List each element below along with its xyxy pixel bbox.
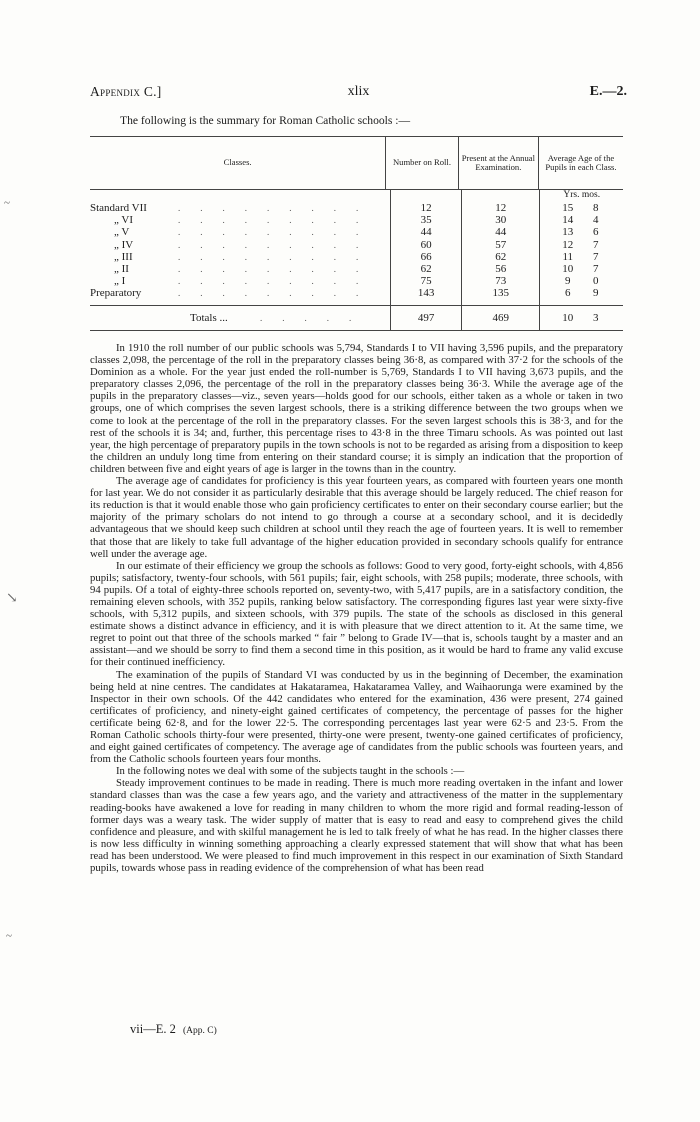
row-label: „ V: [114, 226, 130, 239]
paragraph: In 1910 the roll number of our public schools was 5,794, Standards I to VII having 3,596 pupils, and the preparatory classes 2,098, the percentage of the roll in the preparatory classes being 36·8, as compared with 37·2 for the schools of the Dominion as a whole. For the year just ended the roll-number is 5,769, Standards I to VII having 3,673 pupils, and the preparatory classes 2,096, the percentage of the roll in the preparatory classes being 36·3. While the average age of the pupils in the preparatory classes—viz., seven years—holds good for our schools, either taken as a whole or taken in two groups, one of which comprises the seven largest schools, there is a striking difference between the two groups when we come to look at the percentage of the roll in the preparatory classes. For the seven largest schools this is 38·3, and for the rest of the schools it is 34; and, further, this percentage rises to 43·8 in the three Timaru schools. As was pointed out last year, the high percentage of preparatory pupils in the town schools is not to be regarded as arising from a disposition to keep the children an unduly long time from entering on their standard course; it is simply an indication that the proportion of children between five and eight years of age is larger in the towns than in the country.: [90, 342, 623, 475]
table-row: Preparatory ......... 143 135 6 9: [90, 287, 623, 299]
signature-small: (App. C): [182, 1026, 217, 1036]
row-present: 73: [461, 275, 540, 287]
row-mos: 9: [592, 287, 599, 300]
row-label: Standard VII: [90, 202, 147, 214]
report-body: [90, 342, 623, 874]
row-label: „ VI: [114, 214, 134, 227]
totals-roll: 497: [390, 306, 461, 330]
row-present: 62: [461, 251, 540, 263]
row-yrs: 6: [564, 287, 571, 300]
margin-arrow-icon: ↘: [6, 591, 18, 606]
table-header: [90, 137, 623, 190]
row-yrs: 15: [562, 202, 574, 214]
row-label: „ III: [114, 250, 133, 263]
signature-main: vii—E. 2: [130, 1022, 176, 1036]
row-mos: 8: [592, 202, 599, 214]
paragraph: Steady improvement continues to be made in reading. There is much more reading overtaken in the infant and lower standard classes than was the case a few years ago, and the variety and attractiveness of the matter in the supplementary reading-books have awakened a love for reading in many children to whom the more rigid and formal reading-lesson of former days was a weary task. The wider supply of matter that is easy to read and easy to comprehend gives the child confidence and pleasure, and with skilful management he is led to talk freely of what he has read. In the higher classes there is now less difficulty in winning something approaching a clearly expressed statement that will show that what has been read has been understood. We were pleased to find much improvement in this respect in our examination of Sixth Standard pupils, towards whose pass in reading evidence of the comprehension of what has been read: [90, 777, 623, 875]
row-mos: 7: [592, 250, 599, 263]
row-yrs: 11: [562, 250, 574, 263]
row-label: Preparatory: [90, 287, 142, 300]
table-row: „ II ......... 62 56 10 7: [90, 263, 623, 275]
margin-mark-icon: ~: [4, 197, 10, 209]
col-classes: Classes.: [223, 157, 252, 168]
row-mos: 4: [592, 214, 599, 227]
row-roll: 12: [390, 202, 461, 214]
row-roll: 143: [390, 287, 461, 299]
row-yrs: 12: [562, 238, 574, 251]
row-roll: 35: [390, 214, 461, 226]
totals-row: Totals ... ..... 497 469 10 3: [90, 305, 623, 331]
row-yrs: 9: [564, 275, 571, 288]
row-present: 30: [461, 214, 540, 226]
paragraph: The examination of the pupils of Standard VI was conducted by us in the beginning of December, the examination being held at nine centres. The candidates at Hakataramea, Hakataramea Valley, and Waihaorunga were examined by the Inspector in their own schools. Of the 442 candidates who entered for the examination, 436 were present, 274 gained certificates of proficiency, and ninety-eight gained certificates of competency, the percentage of passes for the higher certificate being 62·8, and for the lower 22·5. The corresponding percentages last year were 62·5 and 23·5. From the Roman Catholic schools thirty-four were presented, thirty-one were present, twenty-one gained certificates of proficiency, and eight gained certificates of competency. The average age of candidates from the public schools was fourteen years, and from the Catholic schools fourteen years four months.: [90, 668, 623, 766]
col-age: Average Age of the Pupils in each Class.: [538, 137, 623, 189]
col-present: Present at the Annual Examination.: [458, 137, 538, 189]
paragraph: The average age of candidates for proficiency is this year fourteen years, as compared with fourteen years one month for last year. We do not consider it as particularly desirable that this average should be largely reduced. The chief reason for its reduction is that it would enable those who gain proficiency certificates to enter on their secondary course earlier; but the majority of the primary scholars do not intend to go through a course at a secondary school, and it is decidedly advantageous that we should keep such children at school until they reach the age of fourteen years. It is well to remember that those that are likely to take full advantage of the higher education provided in secondary schools qualify for entrance well under the average age.: [90, 475, 623, 560]
age-units: Yrs. mos.: [539, 190, 623, 202]
table-row: Standard VII ......... 12 12 15 8: [90, 202, 623, 214]
row-yrs: 14: [562, 214, 574, 227]
totals-mos: 3: [592, 311, 599, 324]
row-roll: 66: [390, 251, 461, 263]
table-intro: The following is the summary for Roman Catholic schools :—: [120, 114, 411, 127]
signature-mark: [130, 1022, 217, 1037]
paragraph: In the following notes we deal with some of the subjects taught in the schools :—: [116, 765, 465, 778]
page-header: [90, 84, 627, 104]
table-row: „ I ......... 75 73 9 0: [90, 275, 623, 287]
row-label: „ I: [114, 275, 126, 288]
row-roll: 44: [390, 226, 461, 238]
row-yrs: 10: [562, 262, 574, 275]
row-mos: 0: [592, 275, 599, 288]
page-number: xlix: [347, 84, 370, 99]
row-roll: 60: [390, 239, 461, 251]
row-present: 12: [461, 202, 540, 214]
row-yrs: 13: [562, 226, 574, 239]
totals-yrs: 10: [562, 311, 574, 324]
row-label: „ IV: [114, 238, 134, 251]
row-present: 135: [461, 287, 540, 299]
totals-label: Totals ...: [190, 311, 228, 324]
row-mos: 7: [592, 238, 599, 251]
row-present: 44: [461, 226, 540, 238]
row-label: „ II: [114, 262, 129, 275]
summary-table: [90, 136, 623, 331]
paragraph: In our estimate of their efficiency we group the schools as follows: Good to very good, forty-eight schools, with 4,856 pupils; satisfactory, twenty-four schools, with 561 pupils; fair, eight schools, with 258 pupils; moderate, three schools, with 94 pupils. Of a total of eighty-three schools reported on, seventy-two, with 5,417 pupils, are in a satisfactory condition, the remaining eleven schools, with 352 pupils, ranking below satisfactory. The corresponding figures last year were sixty-five schools, with 5,312 pupils, and sixteen schools, with 379 pupils. The state of the schools as disclosed in this general estimate shows a distinct advance in efficiency, and it is with pleasure that we direct attention to it. At the same time, we regret to point out that three of the schools marked “ fair ” belong to Grade IV—that is, schools taught by a master and an assistant—and we should be sorry to find them a second time in this position, as it would be hard to frame any valid excuse for their continued inefficiency.: [90, 559, 623, 669]
margin-mark-icon: ~: [6, 930, 12, 942]
totals-present: 469: [461, 306, 540, 330]
table-row: „ VI ......... 35 30 14 4: [90, 214, 623, 226]
col-roll: Number on Roll.: [385, 137, 458, 189]
appendix-label: Appendix C.]: [90, 84, 162, 99]
row-mos: 6: [592, 226, 599, 239]
row-present: 57: [461, 239, 540, 251]
table-row: „ V ......... 44 44 13 6: [90, 226, 623, 238]
row-roll: 62: [390, 263, 461, 275]
row-roll: 75: [390, 275, 461, 287]
table-row: „ III ......... 66 62 11 7: [90, 251, 623, 263]
document-code: E.—2.: [589, 84, 627, 99]
row-present: 56: [461, 263, 540, 275]
table-row: „ IV ......... 60 57 12 7: [90, 239, 623, 251]
row-mos: 7: [592, 262, 599, 275]
